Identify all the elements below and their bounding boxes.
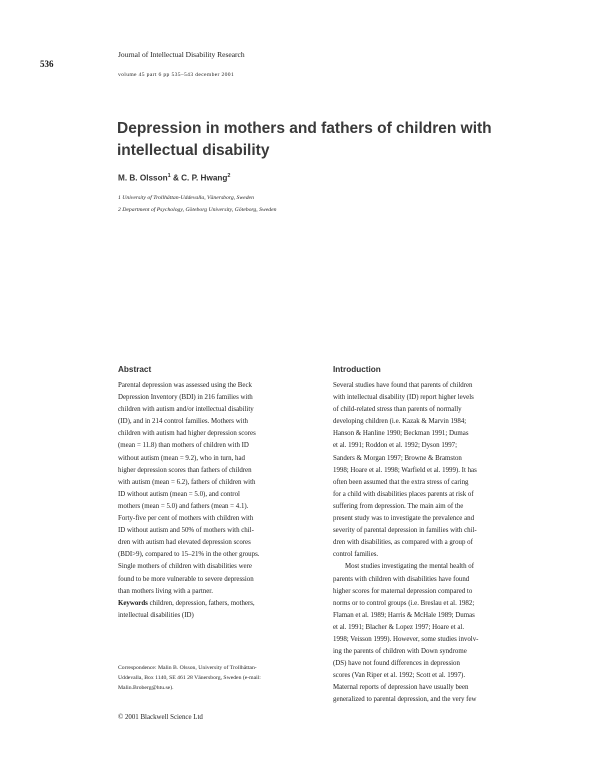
text-line: (DS) have not found differences in depression	[333, 660, 460, 668]
text-line: parents with children with disabilities have found	[333, 575, 470, 583]
text-line: higher scores for maternal depression compared to	[333, 587, 473, 595]
author-list	[118, 173, 230, 183]
text-line: than mothers living with a partner.	[118, 587, 213, 595]
text-line: ID without autism (mean = 5.0), and control	[118, 490, 240, 498]
abstract-body	[118, 380, 333, 622]
text-line: often been assumed that the extra stress of caring	[333, 478, 469, 486]
text-line: et al. 1991; Roddon et al. 1992; Dyson 1997;	[333, 442, 458, 450]
text-line: 1998; Hoare et al. 1998; Warfield et al. 1999). It has	[333, 466, 477, 474]
author-name: C. P. Hwang	[181, 173, 228, 183]
text-line: of child-related stress than parents of normally	[333, 406, 462, 414]
text-line: Parental depression was assessed using the Beck	[118, 382, 252, 389]
text-line: Maternal reports of depression have usually been	[333, 684, 469, 692]
volume-issue-line: volume 45 part 6 pp 535–543 december 2001	[118, 72, 235, 78]
author-name: M. B. Olsson	[118, 173, 168, 183]
text-line: Forty-five per cent of mothers with children with	[118, 515, 254, 523]
text-line: Hanson & Hanline 1990; Beckman 1991; Dumas	[333, 430, 469, 438]
page-number: 536	[40, 59, 54, 69]
text-line: with autism (mean = 6.2), fathers of children with	[118, 478, 256, 486]
text-line: for a child with disabilities places parents at risk of	[333, 490, 474, 498]
text-line: without autism (mean = 9.2), who in turn, had	[118, 454, 245, 462]
keywords-text: intellectual disabilities (ID)	[118, 611, 194, 619]
text-line: severity of parental depression in families with chil-	[333, 527, 477, 535]
keywords-label: Keywords	[118, 599, 148, 607]
text-line: higher depression scores than fathers of children	[118, 466, 252, 474]
text-line: (BDI>9), compared to 15–21% in the other groups.	[118, 551, 260, 559]
text-line: Flaman et al. 1989; Harris & McHale 1989; Dumas	[333, 611, 475, 619]
introduction-body	[333, 380, 548, 707]
text-line: dren with disabilities, as compared with a group of	[333, 539, 473, 547]
affiliation: 1 University of Trollhättan-Uddevalla, Vänersborg, Sweden	[118, 195, 254, 201]
text-line: (mean = 11.8) than mothers of children with ID	[118, 442, 249, 450]
text-line: Sanders & Morgan 1997; Browne & Bramston	[333, 454, 462, 462]
text-line: generalized to parental depression, and the very few	[333, 696, 477, 704]
text-line: ID without autism and 50% of mothers with chil-	[118, 527, 254, 535]
affiliation-marker: 1	[167, 173, 171, 179]
text-line: suffering from depression. The main aim of the	[333, 502, 464, 510]
text-line: children with autism and/or intellectual disability	[118, 406, 254, 414]
article-title	[117, 118, 537, 162]
title-line: intellectual disability	[117, 142, 270, 159]
text-line: mothers (mean = 5.0) and fathers (mean = 4.1).	[118, 502, 249, 510]
correspondence-note	[118, 664, 314, 693]
author-separator: &	[172, 173, 179, 183]
text-line: found to be more vulnerable to severe depression	[118, 575, 254, 583]
text-line: Malin.Broberg@htu.se).	[118, 684, 174, 691]
text-line: et al. 1991; Blacher & Lopez 1997; Hoare et al.	[333, 623, 465, 631]
text-line: (ID), and in 214 control families. Mothers with	[118, 418, 248, 426]
affiliation-marker: 2	[227, 173, 231, 179]
text-line: Single mothers of children with disabilities were	[118, 563, 252, 571]
text-line: dren with autism had elevated depression scores	[118, 539, 251, 547]
text-line: ing the parents of children with Down syndrome	[333, 648, 467, 656]
text-line: control families.	[333, 551, 379, 559]
text-line: with intellectual disability (ID) report higher levels	[333, 394, 474, 402]
keywords	[118, 598, 333, 610]
keywords-text: children, depression, fathers, mothers,	[149, 599, 255, 607]
text-line: developing children (i.e. Kazak & Marvin 1984;	[333, 418, 467, 426]
journal-name: Journal of Intellectual Disability Research	[118, 50, 245, 59]
title-line: Depression in mothers and fathers of children with	[117, 120, 492, 137]
text-line: norms or to control groups (i.e. Breslau et al. 1982;	[333, 599, 475, 607]
text-line: 1998; Veisson 1999). However, some studies involv-	[333, 635, 479, 643]
text-line: Most studies investigating the mental health of	[345, 563, 474, 571]
affiliation: 2 Department of Psychology, Göteborg University, Göteborg, Sweden	[118, 207, 277, 213]
text-line: Correspondence: Malin B. Olsson, University of Trollhättan-	[118, 665, 257, 671]
text-line: Uddevalla, Box 1140, SE 461 28 Vänersborg, Sweden (e-mail:	[118, 674, 261, 681]
text-line: present study was to investigate the prevalence and	[333, 515, 475, 523]
text-line: Several studies have found that parents of children	[333, 382, 473, 389]
text-line: Depression Inventory (BDI) in 216 families with	[118, 394, 253, 402]
abstract-heading: Abstract	[118, 365, 152, 374]
text-line: children with autism had higher depression scores	[118, 430, 256, 438]
text-line: scores (Van Riper et al. 1992; Scott et al. 1997).	[333, 672, 466, 680]
copyright-notice: © 2001 Blackwell Science Ltd	[118, 714, 203, 721]
introduction-heading: Introduction	[333, 365, 381, 374]
